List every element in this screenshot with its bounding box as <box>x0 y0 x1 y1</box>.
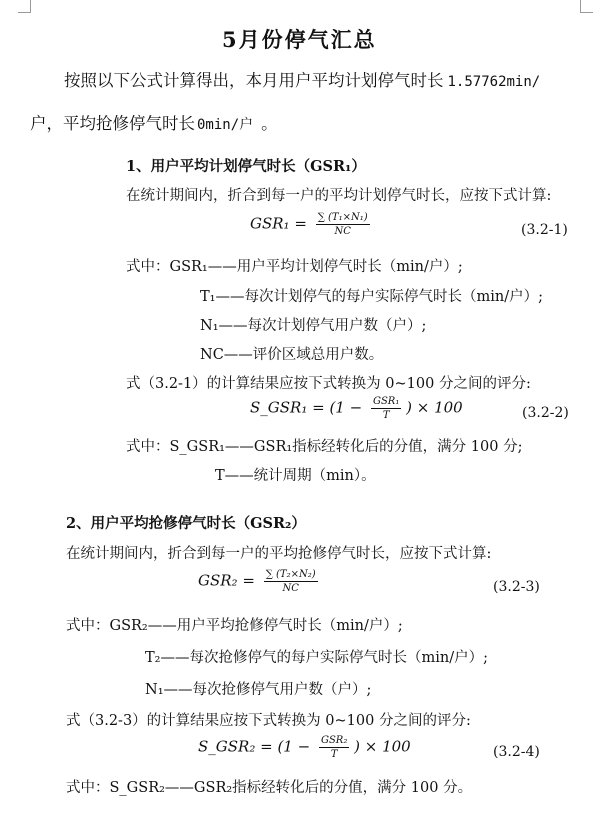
eq3-fraction <box>264 569 318 594</box>
summary-line-2 <box>30 110 278 134</box>
section1-intro: 在统计期间内，折合到每一户的平均计划停气时长，应按下式计算: <box>126 188 552 204</box>
eq3-lhs: GSR₂ = <box>198 571 255 590</box>
eq1-number: (3.2-1) <box>521 222 568 238</box>
page-title: 5月份停气汇总 <box>222 27 377 52</box>
section1-eq1 <box>250 212 370 237</box>
section2-where-2: T₂——每次抢修停气的每户实际停气时长（min/户）; <box>145 650 488 666</box>
eq2-rhs: ) × 100 <box>406 398 463 417</box>
section1-eq2 <box>250 396 463 421</box>
section1-where-2: T₁——每次计划停气的每户实际停气时长（min/户）; <box>200 289 543 305</box>
section2-where2-1: 式中：S_GSR₂——GSR₂指标经转化后的分值，满分 100 分。 <box>66 780 473 796</box>
eq1-lhs: GSR₁ = <box>250 214 307 233</box>
eq2-numerator: GSR₁ <box>372 396 400 407</box>
section2-intro: 在统计期间内，折合到每一户的平均抢修停气时长，应按下式计算: <box>66 546 492 562</box>
eq4-lhs: S_GSR₂ = (1 − <box>198 737 311 756</box>
summary-text-2: 户，平均抢修停气时长 <box>30 114 195 133</box>
section1-where-1: 式中：GSR₁——用户平均计划停气时长（min/户）; <box>126 259 463 275</box>
summary-value-planned: 1.57762min/ <box>447 74 541 90</box>
section1-where2-1: 式中：S_GSR₁——GSR₁指标经转化后的分值，满分 100 分; <box>126 439 523 455</box>
section2-eq1 <box>198 569 318 594</box>
eq2-lhs: S_GSR₁ = (1 − <box>250 398 363 417</box>
summary-end: 。 <box>261 114 278 133</box>
eq4-denominator: T <box>330 749 338 760</box>
corner-mark-top-right <box>580 0 593 13</box>
eq4-number: (3.2-4) <box>493 744 540 760</box>
summary-line-1 <box>64 67 540 91</box>
eq4-numerator: GSR₂ <box>320 735 348 746</box>
section1-where-4: NC——评价区域总用户数。 <box>200 347 384 363</box>
eq4-fraction <box>319 735 349 760</box>
eq1-numerator: ∑ (T₁×N₁) <box>317 212 368 223</box>
section2-where-3: N₁——每次抢修停气用户数（户）; <box>145 682 372 698</box>
eq2-fraction <box>371 396 401 421</box>
corner-mark-top-left <box>18 0 31 13</box>
eq3-denominator: NC <box>282 583 299 594</box>
section2-where-1: 式中：GSR₂——用户平均抢修停气时长（min/户）; <box>66 618 403 634</box>
summary-text-1: 按照以下公式计算得出，本月用户平均计划停气时长 <box>64 71 444 90</box>
section1-convert: 式（3.2-1）的计算结果应按下式转换为 0~100 分之间的评分: <box>126 376 531 392</box>
eq3-number: (3.2-3) <box>493 579 540 595</box>
section2-convert: 式（3.2-3）的计算结果应按下式转换为 0~100 分之间的评分: <box>66 713 471 729</box>
eq4-rhs: ) × 100 <box>354 737 411 756</box>
eq1-fraction <box>316 212 370 237</box>
section1-heading: 1、用户平均计划停气时长（GSR₁） <box>126 158 366 175</box>
section1-where2-2: T——统计周期（min）。 <box>215 468 376 484</box>
eq1-denominator: NC <box>334 226 351 237</box>
section1-where-3: N₁——每次计划停气用户数（户）; <box>200 318 427 334</box>
eq2-denominator: T <box>382 410 390 421</box>
eq2-number: (3.2-2) <box>522 405 569 421</box>
section2-heading: 2、用户平均抢修停气时长（GSR₂） <box>66 515 306 532</box>
summary-value-repair: 0min/户 <box>197 117 254 133</box>
section2-eq2 <box>198 735 411 760</box>
eq3-numerator: ∑ (T₂×N₂) <box>265 569 316 580</box>
